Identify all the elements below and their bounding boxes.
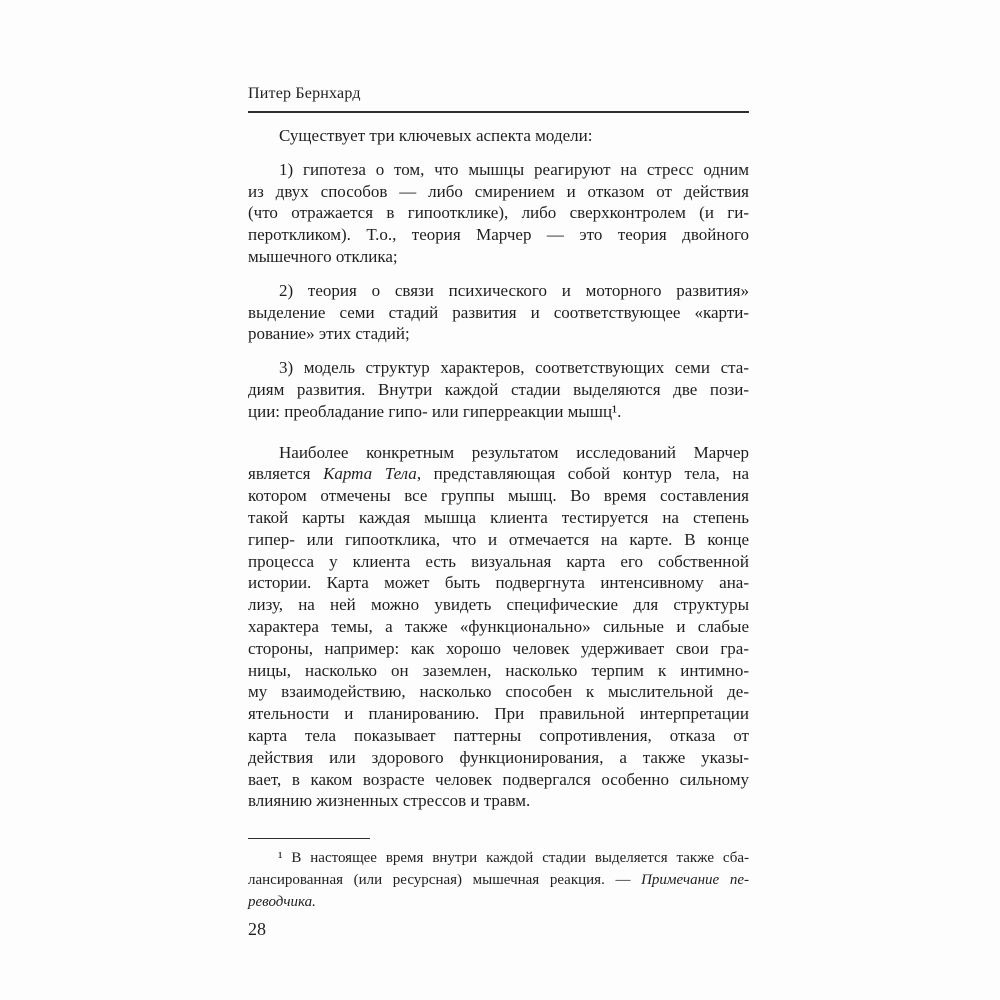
text-run: 2) теория о связи психического и моторного развития» — [279, 280, 749, 300]
text-line — [248, 660, 749, 682]
text-line — [248, 725, 749, 747]
text-line — [248, 485, 749, 507]
paragraph — [248, 357, 749, 422]
text-line — [248, 442, 749, 464]
text-column — [248, 84, 749, 940]
text-line — [248, 529, 749, 551]
text-run: ятельности и планированию. При правильной интерпретации — [248, 704, 749, 724]
text-line — [248, 790, 749, 812]
body-text — [248, 125, 749, 812]
text-run: ницы, насколько он заземлен, насколько терпим к интимно- — [248, 660, 749, 680]
running-header: Питер Бернхард — [248, 85, 361, 102]
header-rule — [248, 111, 749, 113]
text-line — [248, 280, 749, 302]
text-run: из двух способов — либо смирением и отказом от действия — [248, 181, 749, 201]
text-line — [248, 769, 749, 791]
paragraph — [248, 280, 749, 345]
text-run: му взаимодействию, насколько способен к мыслительной де- — [248, 682, 749, 702]
text-run: 3) модель структур характеров, соответствующих семи ста- — [279, 358, 749, 378]
italic-text-run: реводчика. — [248, 894, 316, 911]
text-run: истории. Карта может быть подвергнута интенсивному ана- — [248, 573, 749, 593]
text-run: котором отмечены все группы мышц. Во время составления — [248, 486, 749, 506]
paragraph — [248, 159, 749, 268]
text-run: действия или здорового функционирования, а также указы- — [248, 747, 749, 767]
text-line — [248, 379, 749, 401]
text-run: , представляющая собой контур тела, на — [416, 464, 749, 484]
text-run: Наиболее конкретным результатом исследований Марчер — [279, 442, 749, 462]
text-run: стороны, например: как хорошо человек удерживает свои гра- — [248, 638, 749, 658]
italic-text-run: Карта Тела — [323, 464, 417, 484]
text-run: характера темы, а также «функционально» сильные и слабые — [248, 616, 749, 636]
text-run: 1) гипотеза о том, что мышцы реагируют на стресс одним — [279, 159, 749, 179]
text-run: Существует три ключевых аспекта модели: — [279, 126, 593, 145]
text-line — [248, 463, 749, 485]
text-run: выделение семи стадий развития и соответствующее «карти- — [248, 302, 749, 322]
text-line — [248, 323, 749, 345]
text-run: гипер- или гипоотклика, что и отмечается на карте. В конце — [248, 529, 749, 549]
footnote-separator — [248, 838, 370, 839]
text-line — [248, 551, 749, 573]
text-run: лансированная (или ресурсная) мышечная реакция. — — [248, 872, 642, 889]
text-line — [248, 224, 749, 246]
text-run: процесса у клиента есть визуальная карта его собственной — [248, 551, 749, 571]
text-line — [248, 401, 749, 423]
text-run: пероткликом). Т.о., теория Марчер — это теория двойного — [248, 225, 749, 245]
text-run: влиянию жизненных стрессов и травм. — [248, 791, 531, 811]
text-line — [248, 246, 749, 268]
text-run: лизу, на ней можно увидеть специфические для структуры — [248, 595, 749, 615]
text-line — [248, 572, 749, 594]
italic-text-run: Примечание пе- — [641, 872, 749, 889]
text-run: мышечного отклика; — [248, 246, 398, 266]
text-run: ции: преобладание гипо- или гиперреакции мышц¹. — [248, 401, 622, 421]
text-line — [248, 681, 749, 703]
text-line — [248, 703, 749, 725]
text-run: такой карты каждая мышца клиента тестируется на степень — [248, 507, 749, 527]
text-run: карта тела показывает паттерны сопротивления, отказа от — [248, 725, 749, 745]
text-line — [248, 125, 749, 147]
text-line — [248, 159, 749, 181]
text-run: вает, в каком возрасте человек подвергался особенно сильному — [248, 769, 749, 789]
text-run: является — [248, 464, 324, 484]
text-run: (что отражается в гипоотклике), либо сверхконтролем (и ги- — [248, 203, 749, 223]
text-line — [248, 202, 749, 224]
text-line — [248, 594, 749, 616]
text-line — [248, 616, 749, 638]
text-run: рование» этих стадий; — [248, 324, 410, 344]
text-run: ¹ В настоящее время внутри каждой стадии выделяется также сба- — [278, 850, 749, 867]
text-run: диям развития. Внутри каждой стадии выделяются две пози- — [248, 379, 749, 399]
footnote-line — [248, 891, 749, 913]
text-line — [248, 507, 749, 529]
text-line — [248, 638, 749, 660]
paragraph — [248, 125, 749, 147]
text-line — [248, 181, 749, 203]
text-line — [248, 302, 749, 324]
paragraph — [248, 442, 749, 813]
footnote-line — [248, 869, 749, 891]
footnote — [248, 847, 749, 913]
page-number: 28 — [248, 919, 266, 940]
text-line — [248, 747, 749, 769]
footnote-line — [248, 847, 749, 869]
text-line — [248, 357, 749, 379]
